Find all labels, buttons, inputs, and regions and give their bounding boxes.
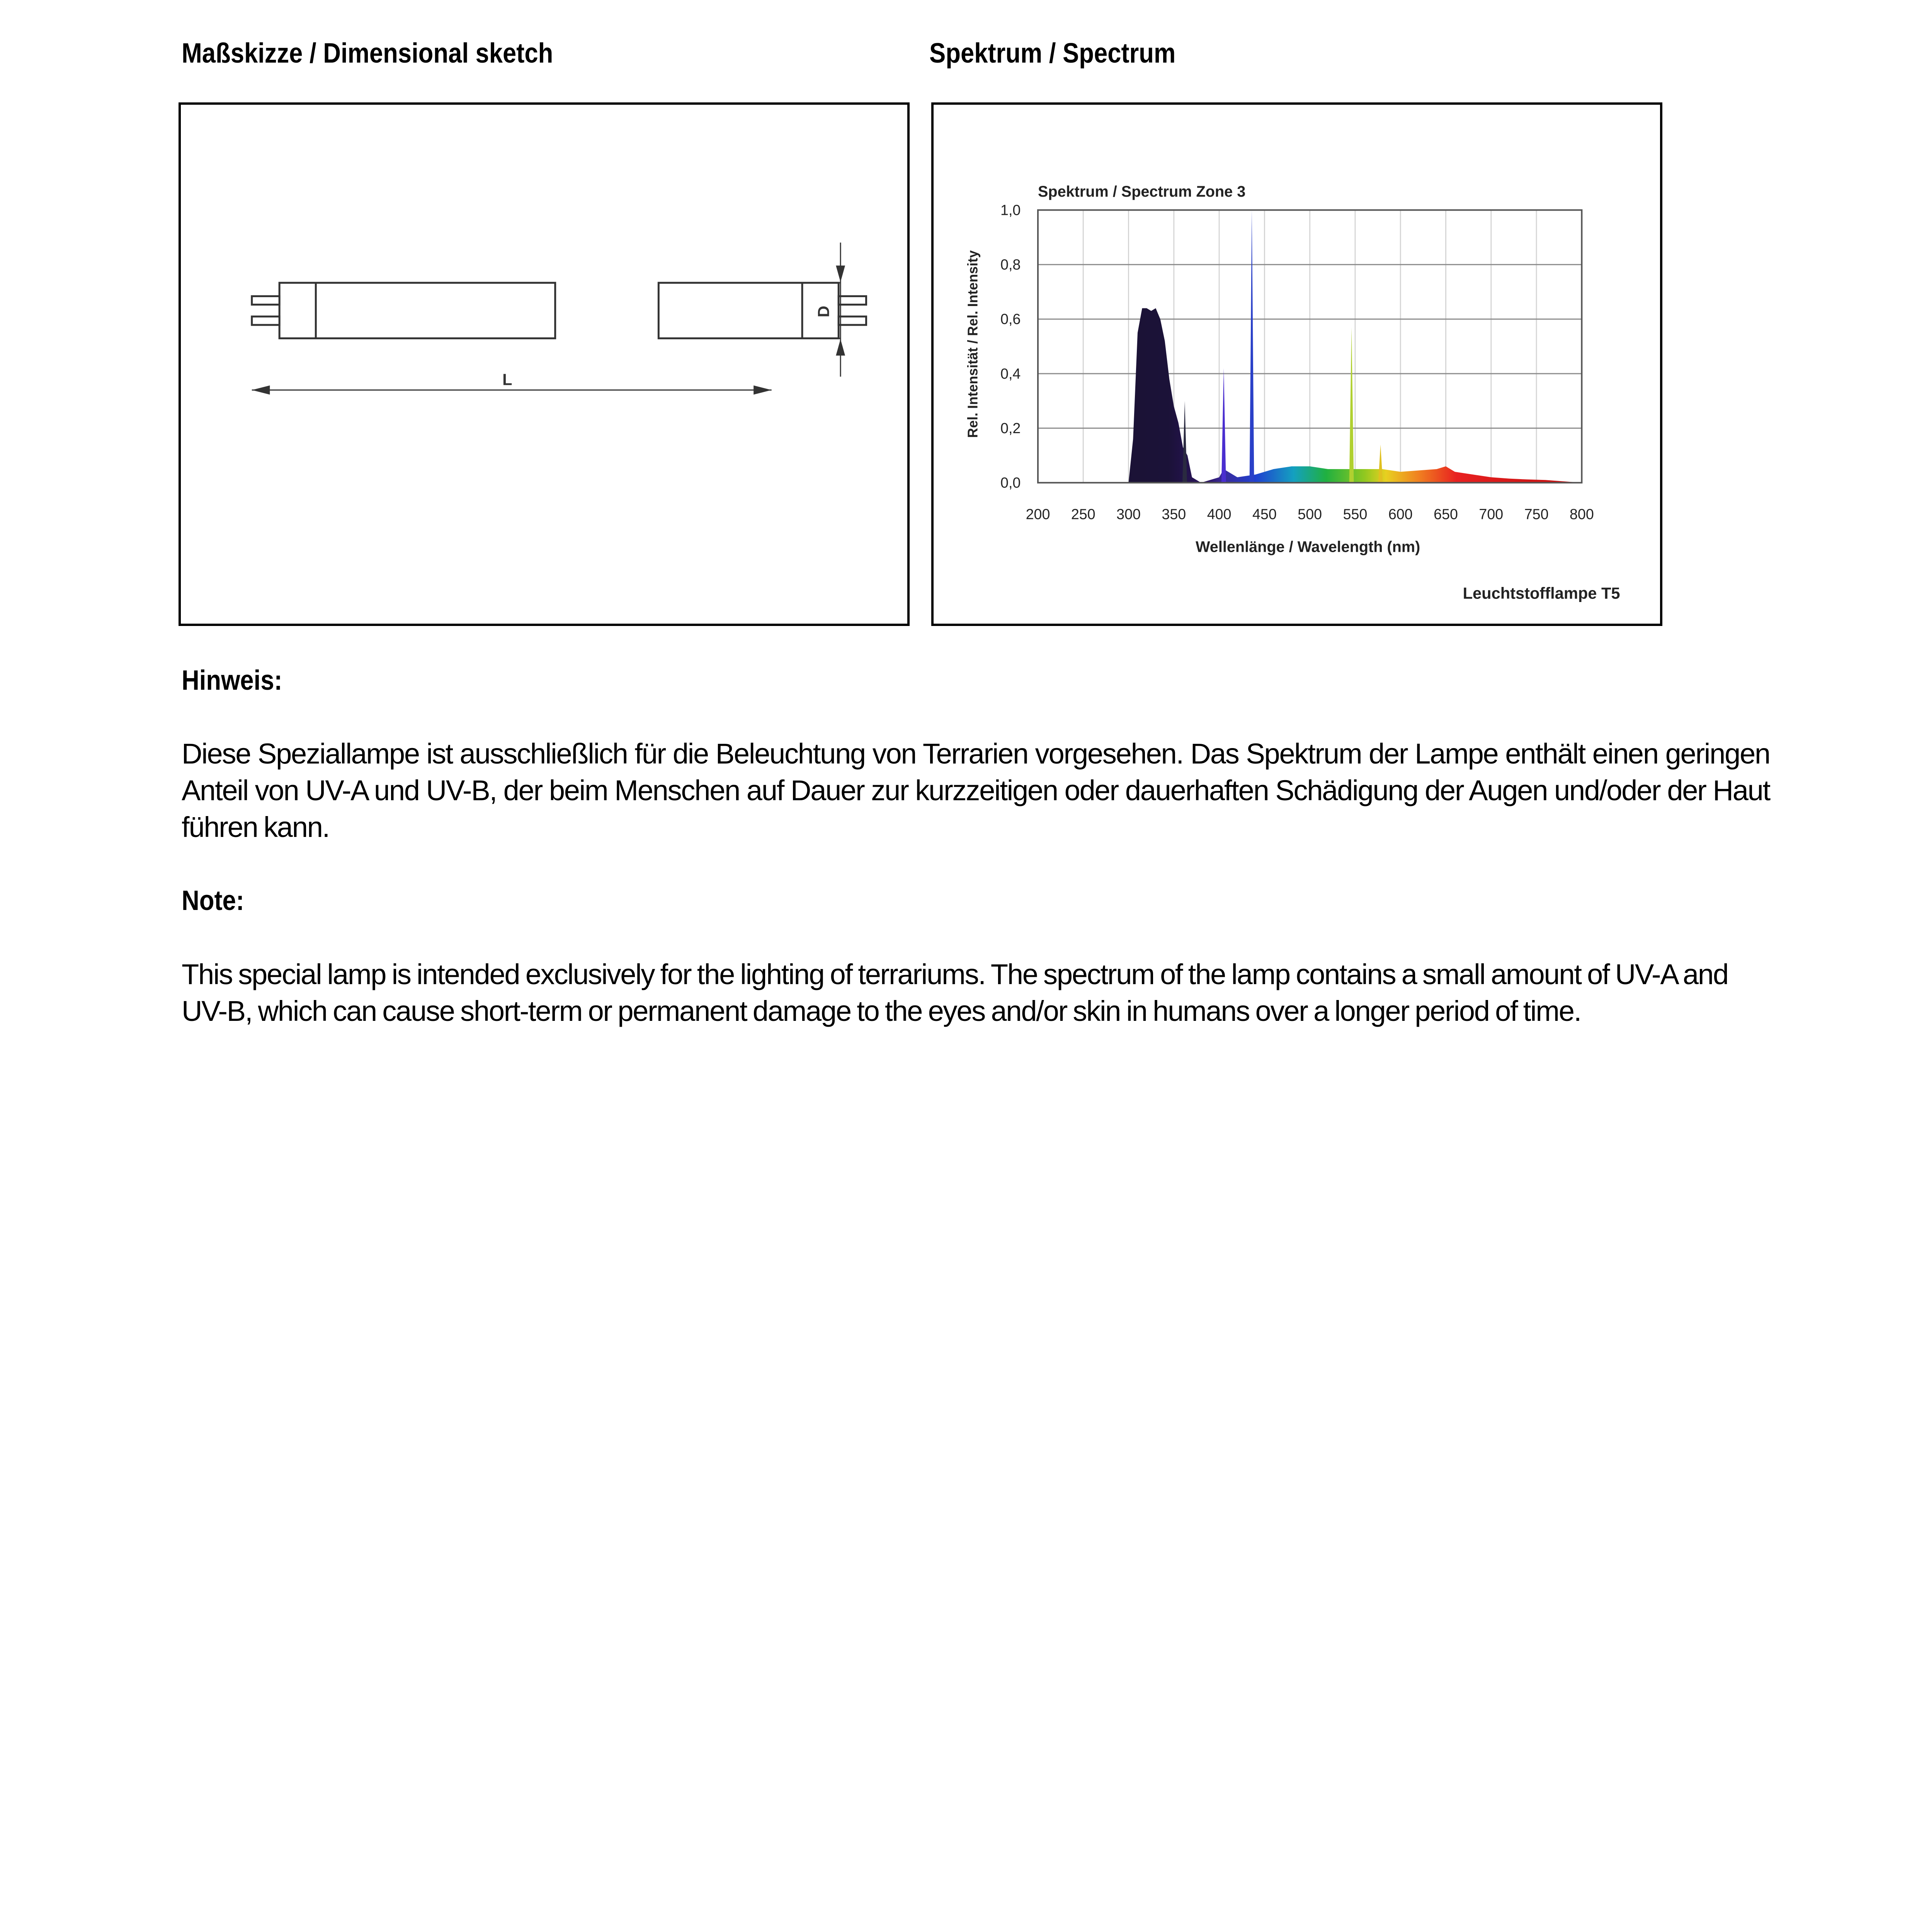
- y-tick-label: 1,0: [1000, 202, 1021, 218]
- length-arrow-left: [252, 386, 270, 395]
- chart-title: Spektrum / Spectrum Zone 3: [1038, 183, 1246, 200]
- chart-caption: Leuchtstofflampe T5: [1463, 584, 1620, 602]
- x-tick-label: 250: [1071, 506, 1095, 522]
- note-title-en: Note:: [182, 885, 244, 916]
- y-tick-label: 0,0: [1000, 474, 1021, 491]
- spectrum-peak: [1221, 368, 1226, 483]
- note-title-de: Hinweis:: [182, 665, 282, 696]
- chart-gridlines: [1038, 210, 1582, 483]
- note-text-de: Diese Speziallampe ist ausschließlich für die Beleuchtung von Terrarien vorgesehen. Das Spektrum der Lampe enthält einen geringen Anteil von UV-A und UV-B, der beim Menschen auf Dauer zur kurzzeitigen oder dauerhaften Schädigung der Augen und/oder der Haut führen kann.: [182, 738, 1770, 843]
- chart-x-axis-label: Wellenlänge / Wavelength (nm): [1196, 538, 1420, 556]
- note-text-en: This special lamp is intended exclusively for the lighting of terrariums. The spectrum of the lamp contains a small amount of UV-A and UV-B, which can cause short-term or permanent damage to the eyes and/or skin in humans over a longer period of time.: [182, 958, 1728, 1027]
- x-tick-label: 300: [1116, 506, 1141, 522]
- diameter-arrow-bottom: [836, 339, 845, 356]
- y-tick-label: 0,8: [1000, 256, 1021, 273]
- diameter-arrow-top: [836, 265, 845, 282]
- x-tick-label: 700: [1479, 506, 1504, 522]
- lamp-pin-right-upper: [839, 296, 866, 305]
- sketch-heading: Maßskizze / Dimensional sketch: [182, 38, 553, 69]
- spectrum-heading: Spektrum / Spectrum: [929, 38, 1176, 69]
- x-tick-label: 750: [1524, 506, 1549, 522]
- x-tick-label: 500: [1298, 506, 1322, 522]
- length-arrow-right: [754, 386, 772, 395]
- y-tick-label: 0,6: [1000, 311, 1021, 327]
- lamp-pin-right-lower: [839, 316, 866, 325]
- diameter-label: D: [814, 306, 833, 318]
- lamp-tube-left: [279, 283, 555, 338]
- length-label: L: [502, 370, 512, 389]
- lamp-pin-left-upper: [252, 296, 279, 305]
- spectrum-peak: [1378, 444, 1383, 483]
- x-tick-label: 450: [1252, 506, 1277, 522]
- x-tick-label: 600: [1388, 506, 1413, 522]
- x-tick-label: 200: [1026, 506, 1050, 522]
- lamp-pin-left-lower: [252, 316, 279, 325]
- x-tick-label: 800: [1569, 506, 1594, 522]
- dimensional-sketch-frame: [179, 102, 910, 626]
- dimensional-sketch-diagram: [181, 105, 907, 624]
- spectrum-peak: [1250, 210, 1254, 483]
- spectrum-chart-frame: [931, 102, 1662, 626]
- x-tick-label: 650: [1434, 506, 1458, 522]
- spectrum-peak: [1182, 401, 1187, 483]
- lamp-tube-right: [658, 283, 839, 338]
- y-tick-label: 0,2: [1000, 420, 1021, 437]
- chart-y-axis-label: Rel. Intensität / Rel. Intensity: [965, 250, 981, 438]
- spectrum-peak: [1349, 327, 1354, 483]
- y-tick-label: 0,4: [1000, 365, 1021, 382]
- x-tick-label: 550: [1343, 506, 1368, 522]
- x-tick-label: 350: [1162, 506, 1186, 522]
- spectrum-chart: [934, 105, 1660, 624]
- x-tick-label: 400: [1207, 506, 1232, 522]
